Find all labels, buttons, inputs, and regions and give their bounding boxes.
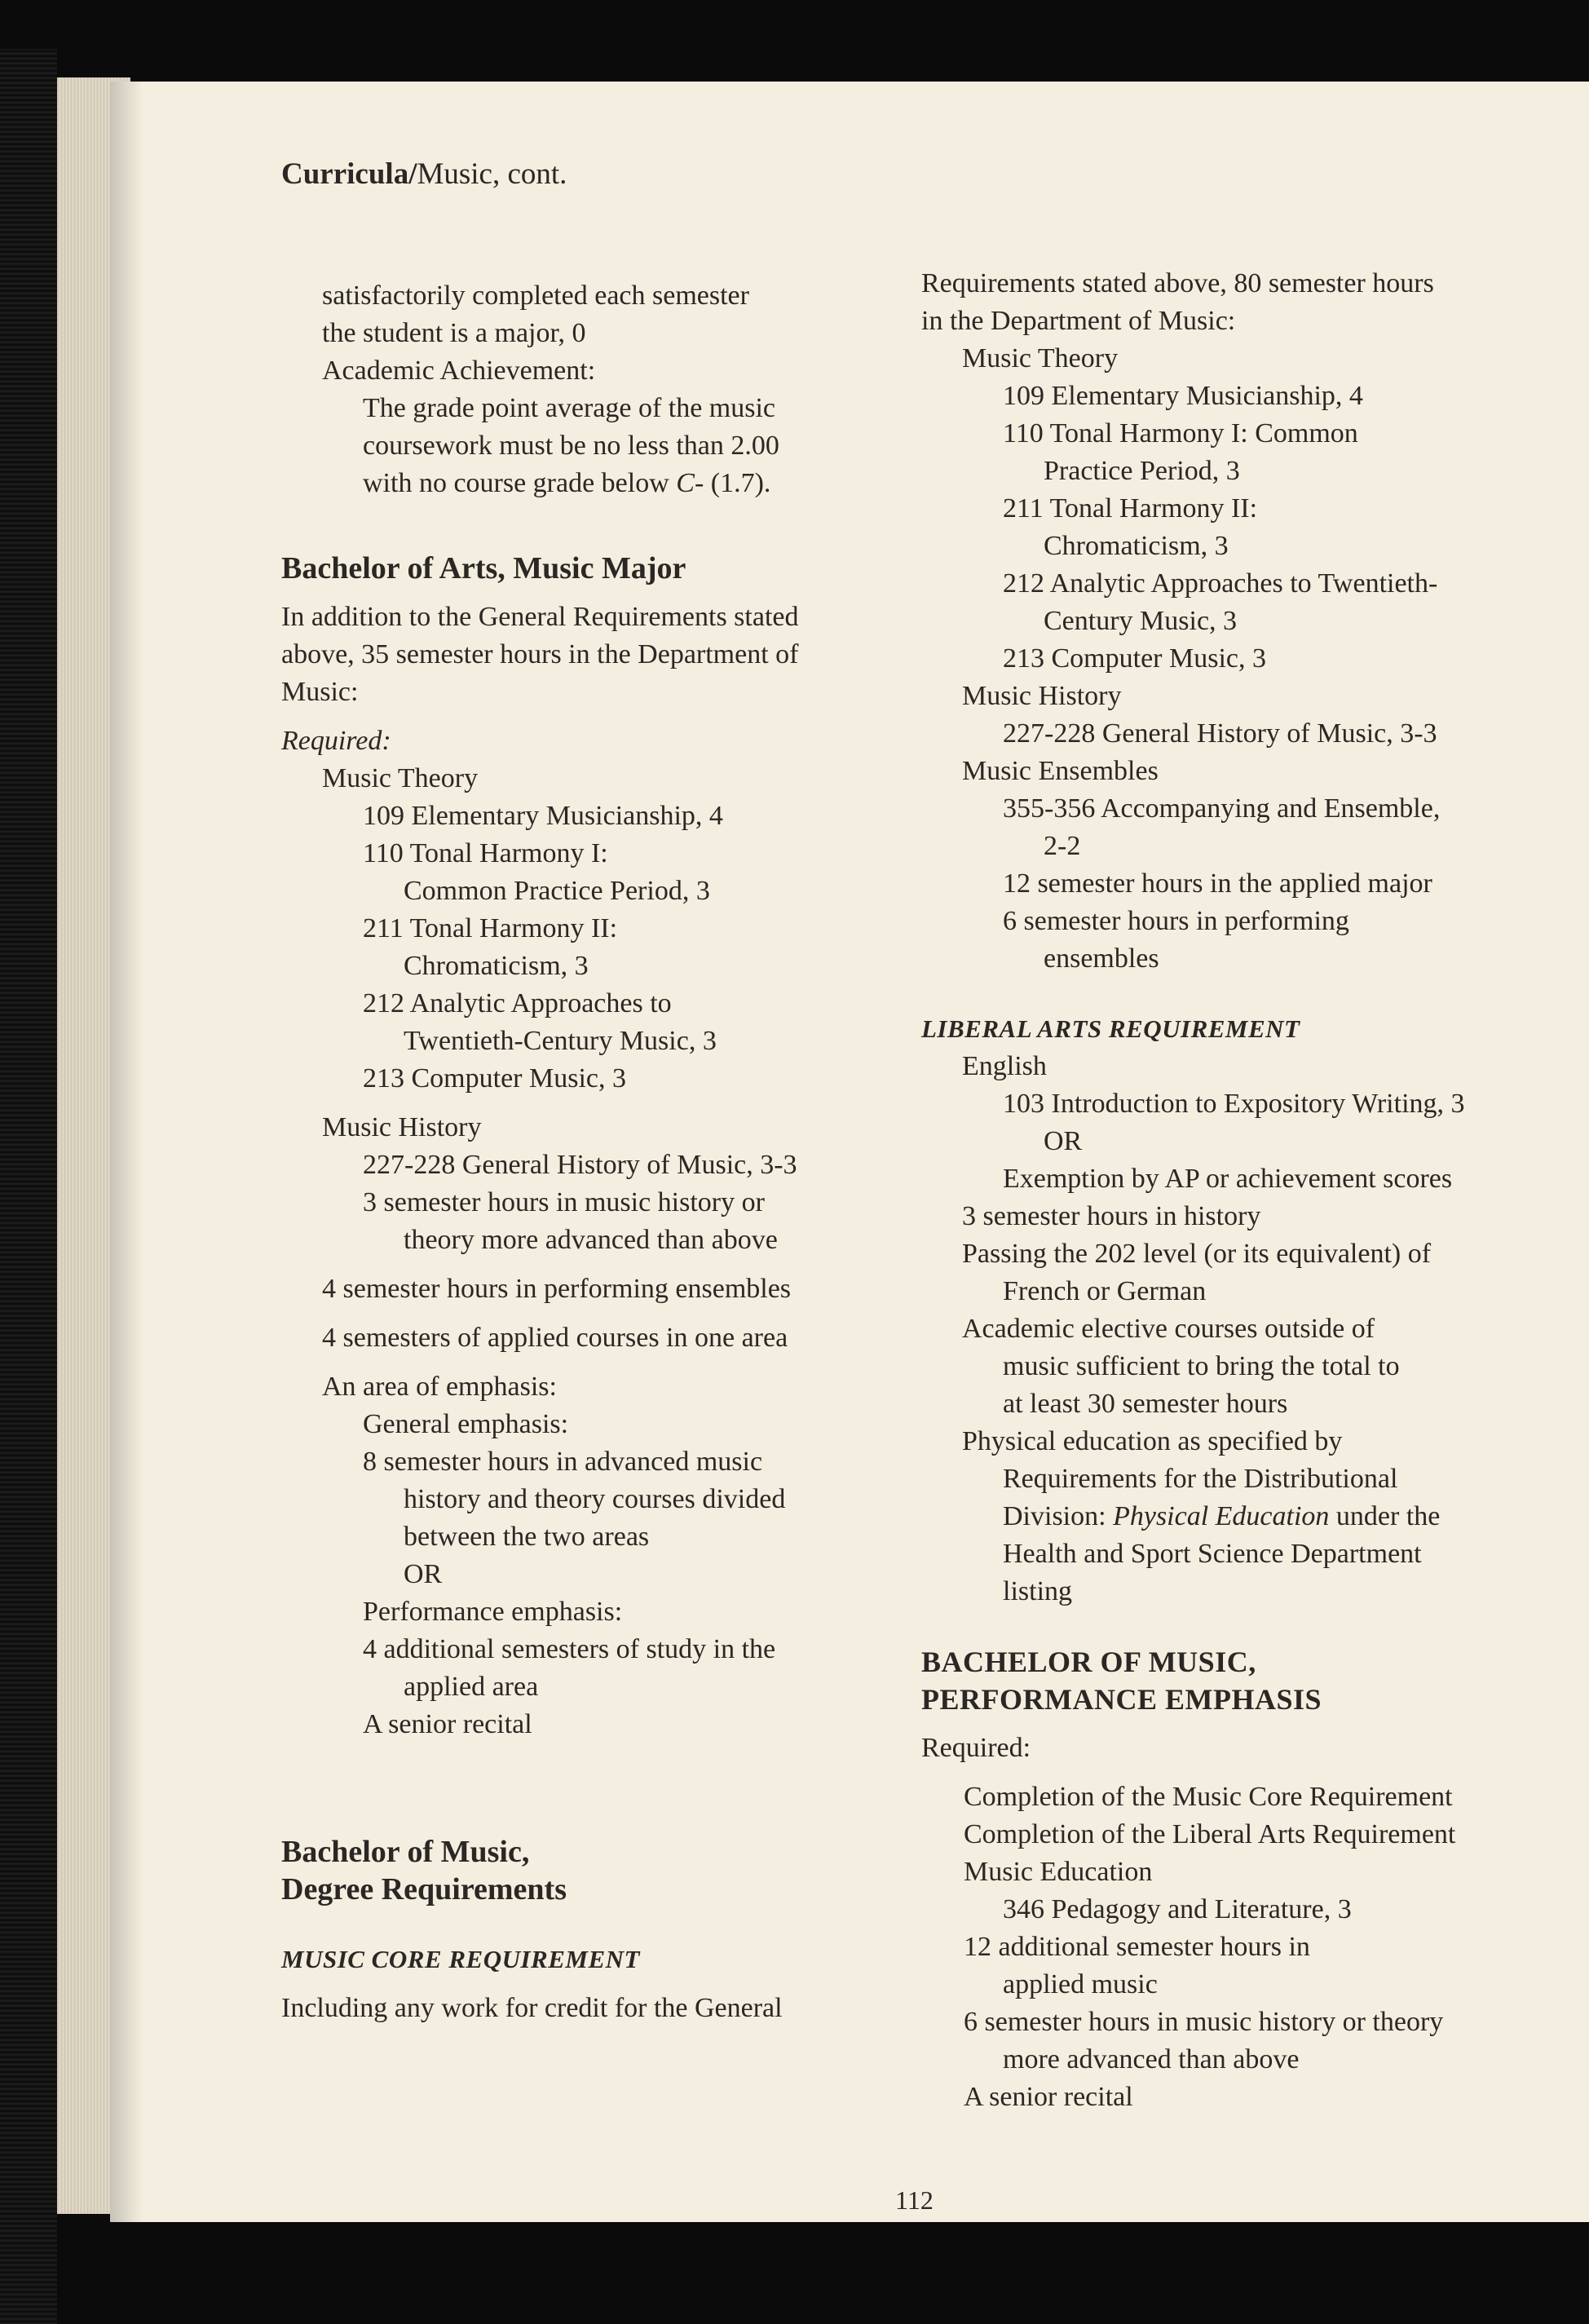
course-line: Common Practice Period, 3 [404,876,710,906]
course-line: 211 Tonal Harmony II: [1003,493,1258,524]
course-line: Requirements for the Distributional [1003,1464,1398,1494]
text-line: coursework must be no less than 2.00 [363,431,779,461]
course-line: Practice Period, 3 [1044,456,1240,486]
text-line [281,352,901,390]
course-line: 4 additional semesters of study in the [363,1634,776,1664]
course-line: 12 semester hours in the applied major [1003,868,1432,899]
liberal-arts-heading: LIBERAL ARTS REQUIREMENT [921,1014,1300,1043]
course-line: 6 semester hours in music history or theory [964,2007,1444,2037]
course-line: Music Education [964,1857,1153,1887]
emphasis-label: An area of emphasis: [322,1372,557,1402]
text-line: In addition to the General Requirements stated [281,602,799,632]
course-line: Exemption by AP or achievement scores [1003,1164,1453,1194]
course-line: theory more advanced than above [404,1225,778,1255]
text-line: satisfactorily completed each semester [322,281,749,311]
course-line: between the two areas [404,1522,650,1552]
course-line: Twentieth-Century Music, 3 [404,1026,717,1056]
book-binding [0,49,57,2324]
text-line: Music: [281,677,359,707]
text-fragment: under the [1329,1501,1441,1531]
text-fragment: Division: [1003,1501,1114,1531]
right-column [921,265,1549,2116]
course-line: history and theory courses divided [404,1484,786,1514]
required-label: Required: [281,726,391,756]
course-line: 212 Analytic Approaches to Twentieth- [1003,568,1438,599]
course-line: applied music [1003,1969,1158,1999]
running-head-subsection: Music, cont. [417,157,567,191]
course-line [921,1498,1549,1535]
applied-line: 4 semesters of applied courses in one area [322,1323,788,1353]
course-line: 355-356 Accompanying and Ensemble, [1003,793,1441,824]
course-line: Century Music, 3 [1044,606,1238,636]
course-line: 213 Computer Music, 3 [363,1063,626,1094]
or-line: OR [404,1559,443,1589]
course-line: at least 30 semester hours [1003,1389,1288,1419]
course-line: 2-2 [1044,831,1081,861]
ensembles-label: Music Ensembles [962,756,1159,786]
text-line [281,465,901,502]
course-line: 6 semester hours in performing [1003,906,1349,936]
course-line: 213 Computer Music, 3 [1003,643,1266,674]
course-line: 109 Elementary Musicianship, 4 [363,801,723,831]
course-line: 103 Introduction to Expository Writing, 3 [1003,1089,1465,1119]
required-label: Required: [921,1733,1031,1763]
page-number: 112 [895,2185,934,2215]
text-line: Including any work for credit for the General [281,1993,783,2023]
course-line: Academic elective courses outside of [962,1314,1375,1344]
course-line: 110 Tonal Harmony I: [363,838,608,868]
core-requirement-heading: MUSIC CORE REQUIREMENT [281,1945,640,1973]
course-line: 227-228 General History of Music, 3-3 [363,1150,797,1180]
achievement-label-text: Academic Achievement: [322,356,596,386]
text-line: above, 35 semester hours in the Department of [281,639,799,669]
section-heading-bmp-2: PERFORMANCE EMPHASIS [921,1683,1322,1716]
course-line: A senior recital [363,1709,532,1739]
course-line: Completion of the Liberal Arts Requirement [964,1819,1456,1849]
course-line: Physical education as specified by [962,1426,1343,1456]
section-heading-ba: Bachelor of Arts, Music Major [281,551,686,585]
section-heading-bm-2: Degree Requirements [281,1872,567,1906]
course-line: 12 additional semester hours in [964,1932,1310,1962]
course-line: music sufficient to bring the total to [1003,1351,1400,1381]
english-label: English [962,1051,1047,1081]
text-line: Requirements stated above, 80 semester hours [921,268,1434,298]
course-line: ensembles [1044,943,1159,974]
text-fragment: (1.7). [704,468,771,498]
course-line: 3 semester hours in music history or [363,1187,765,1217]
left-column [281,277,901,2027]
grade-italic: C- [676,468,704,498]
section-heading-bmp: BACHELOR OF MUSIC, [921,1646,1256,1678]
history-label: Music History [962,681,1122,711]
course-line: Chromaticism, 3 [1044,531,1229,561]
running-head-section: Curricula/ [281,157,417,191]
history-label: Music History [322,1112,482,1142]
section-heading-bm: Bachelor of Music, [281,1835,530,1869]
ensembles-line: 4 semester hours in performing ensembles [322,1274,792,1304]
text-line: the student is a major, 0 [322,318,586,348]
course-line: A senior recital [964,2082,1133,2112]
physical-education-italic: Physical Education [1113,1501,1330,1531]
emphasis-general: General emphasis: [363,1409,569,1439]
or-line: OR [1044,1126,1083,1156]
course-line: Completion of the Music Core Requirement [964,1782,1453,1812]
course-line: Chromaticism, 3 [404,951,589,981]
course-line: 212 Analytic Approaches to [363,988,672,1018]
course-line: 109 Elementary Musicianship, 4 [1003,381,1363,411]
text-line: in the Department of Music: [921,306,1236,336]
emphasis-performance: Performance emphasis: [363,1597,623,1627]
spine-shadow [110,82,143,2222]
course-line: French or German [1003,1276,1207,1306]
course-line: Passing the 202 level (or its equivalent) of [962,1239,1432,1269]
course-line: 346 Pedagogy and Literature, 3 [1003,1894,1352,1924]
text-fragment: with no course grade below [363,468,677,498]
running-head [281,157,567,192]
course-line: listing [1003,1576,1073,1606]
course-line: 227-228 General History of Music, 3-3 [1003,718,1437,749]
theory-label: Music Theory [322,763,479,793]
course-line: Health and Sport Science Department [1003,1539,1422,1569]
course-line: more advanced than above [1003,2044,1300,2074]
course-line: 3 semester hours in history [962,1201,1261,1231]
text-line: The grade point average of the music [363,393,776,423]
course-line: 211 Tonal Harmony II: [363,913,618,943]
theory-label: Music Theory [962,343,1119,373]
course-line: applied area [404,1672,539,1702]
course-line: 110 Tonal Harmony I: Common [1003,418,1358,448]
course-line: 8 semester hours in advanced music [363,1447,763,1477]
